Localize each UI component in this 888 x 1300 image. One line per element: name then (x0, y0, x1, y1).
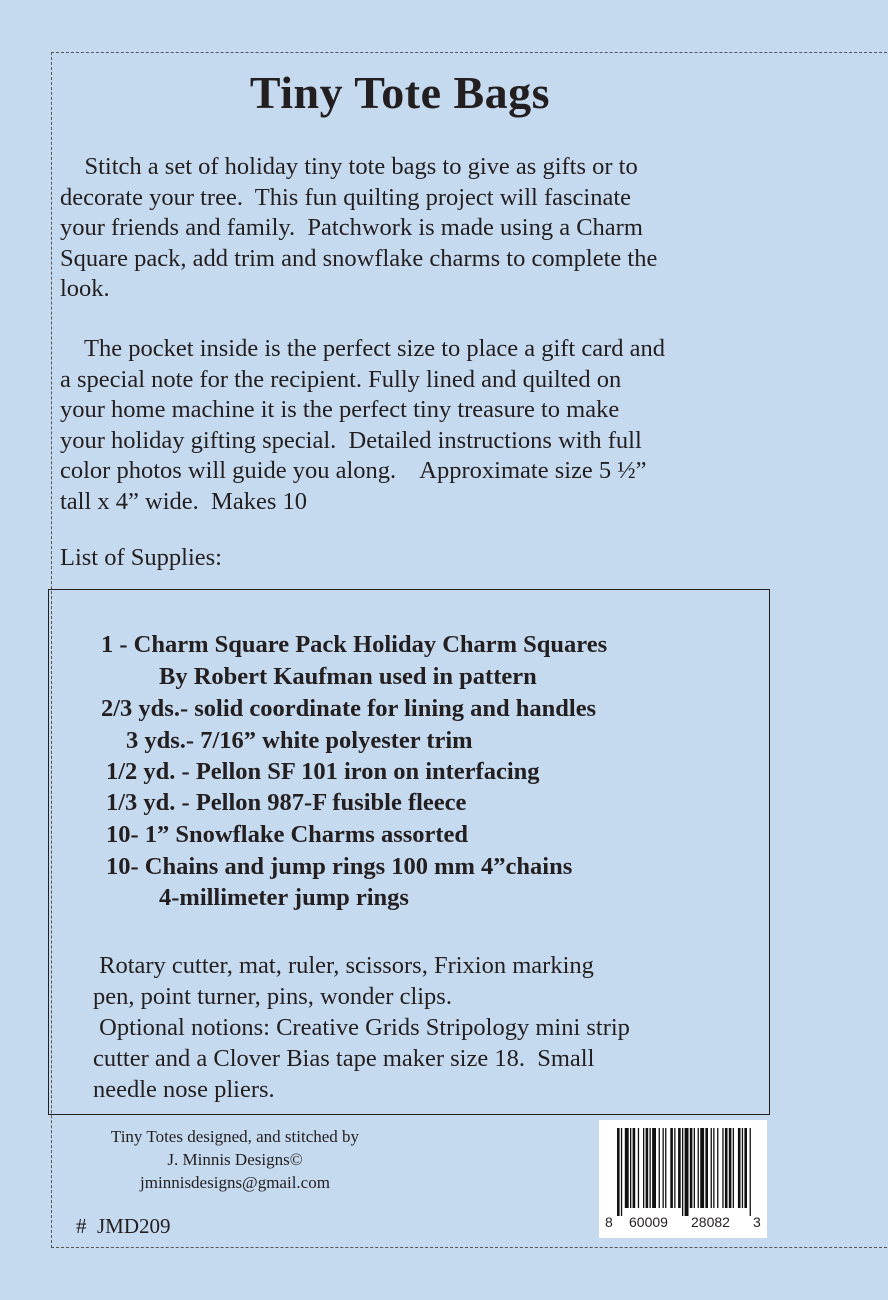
barcode-bar (725, 1128, 728, 1208)
barcode-bar (652, 1128, 656, 1208)
barcode-bar (713, 1128, 714, 1208)
barcode-bar (698, 1128, 699, 1208)
barcode-bar (717, 1128, 718, 1208)
barcode (599, 1120, 767, 1238)
barcode-bar (729, 1128, 732, 1208)
supply-item: 1/3 yd. - Pellon 987-F fusible fleece (106, 789, 467, 816)
pattern-number: # JMD209 (76, 1214, 171, 1238)
barcode-digit-group: 28082 (691, 1214, 730, 1230)
barcode-bar (670, 1128, 673, 1208)
barcode-bar (650, 1128, 651, 1208)
description-paragraph-1 (60, 152, 780, 305)
supply-item: 10- Chains and jump rings 100 mm 4”chains (106, 853, 573, 880)
text-line: The pocket inside is the perfect size to place a gift card and (60, 335, 665, 362)
barcode-digit-group: 3 (753, 1214, 761, 1230)
barcode-digit-group: 60009 (629, 1214, 668, 1230)
description-paragraph-2 (60, 334, 780, 517)
barcode-bar (617, 1128, 620, 1216)
barcode-bar (733, 1128, 734, 1208)
barcode-bar (700, 1128, 704, 1208)
barcode-bar (750, 1128, 751, 1216)
text-line: tall x 4” wide. Makes 10 (60, 487, 307, 515)
barcode-bar (665, 1128, 666, 1208)
supply-item: 4-millimeter jump rings (159, 884, 409, 911)
supply-item: 10- 1” Snowflake Charms assorted (106, 821, 469, 848)
barcode-bar (678, 1128, 681, 1208)
barcode-digit-group: 8 (605, 1214, 613, 1230)
barcode-bar (682, 1128, 683, 1216)
text-line: cutter and a Clover Bias tape maker size 18. Small (93, 1045, 595, 1072)
designer-credits (60, 1125, 410, 1194)
barcode-bar (742, 1128, 743, 1208)
barcode-bar (633, 1128, 636, 1208)
supplies-heading: List of Supplies: (60, 544, 222, 571)
barcode-bar (659, 1128, 660, 1208)
text-line: your friends and family. Patchwork is made using a Charm (60, 214, 643, 241)
text-line: color photos will guide you along. Approximate size 5 ½” (60, 457, 647, 484)
barcode-bar (630, 1128, 631, 1208)
barcode-bar (744, 1128, 747, 1208)
barcode-bar (646, 1128, 649, 1208)
credits-line: J. Minnis Designs© (167, 1150, 303, 1169)
credits-line: Tiny Totes designed, and stitched by (110, 1127, 360, 1146)
supply-item: By Robert Kaufman used in pattern (159, 663, 537, 690)
text-line: Rotary cutter, mat, ruler, scissors, Frixion marking (93, 952, 594, 979)
barcode-bar (625, 1128, 629, 1208)
barcode-bar (685, 1128, 689, 1216)
barcode-bar (674, 1128, 675, 1208)
text-line: Optional notions: Creative Grids Stripology mini strip (93, 1014, 630, 1041)
barcode-bar (711, 1128, 712, 1208)
supply-item: 2/3 yds.- solid coordinate for lining and handles (101, 695, 597, 722)
barcode-digits (599, 1210, 767, 1234)
text-line: Stitch a set of holiday tiny tote bags to give as gifts or to (60, 153, 638, 180)
barcode-bar (694, 1128, 695, 1208)
designer-email: jminnisdesigns@gmail.com (140, 1173, 330, 1192)
text-line: your holiday gifting special. Detailed instructions with full (60, 426, 642, 454)
supplies-notes (93, 950, 753, 1105)
barcode-bar (621, 1128, 622, 1216)
supply-item: 1 - Charm Square Pack Holiday Charm Squares (101, 631, 608, 658)
supply-item: 1/2 yd. - Pellon SF 101 iron on interfacing (106, 758, 540, 785)
text-line: pen, point turner, pins, wonder clips. (93, 983, 452, 1010)
text-line: Square pack, add trim and snowflake charms to complete the (60, 244, 658, 272)
text-line: a special note for the recipient. Fully lined and quilted on (60, 365, 622, 393)
barcode-bar (638, 1128, 639, 1208)
page-title: Tiny Tote Bags (249, 67, 551, 118)
barcode-bar (738, 1128, 741, 1208)
barcode-bar (722, 1128, 723, 1208)
text-line: decorate your tree. This fun quilting project will fascinate (60, 183, 632, 211)
supply-item: 3 yds.- 7/16” white polyester trim (126, 727, 473, 754)
text-line: look. (60, 275, 110, 302)
barcode-bar (643, 1128, 644, 1208)
barcode-bar (705, 1128, 708, 1208)
barcode-bar (690, 1128, 693, 1208)
barcode-bar (663, 1128, 664, 1208)
text-line: your home machine it is the perfect tiny treasure to make (60, 396, 620, 423)
text-line: needle nose pliers. (93, 1076, 275, 1103)
